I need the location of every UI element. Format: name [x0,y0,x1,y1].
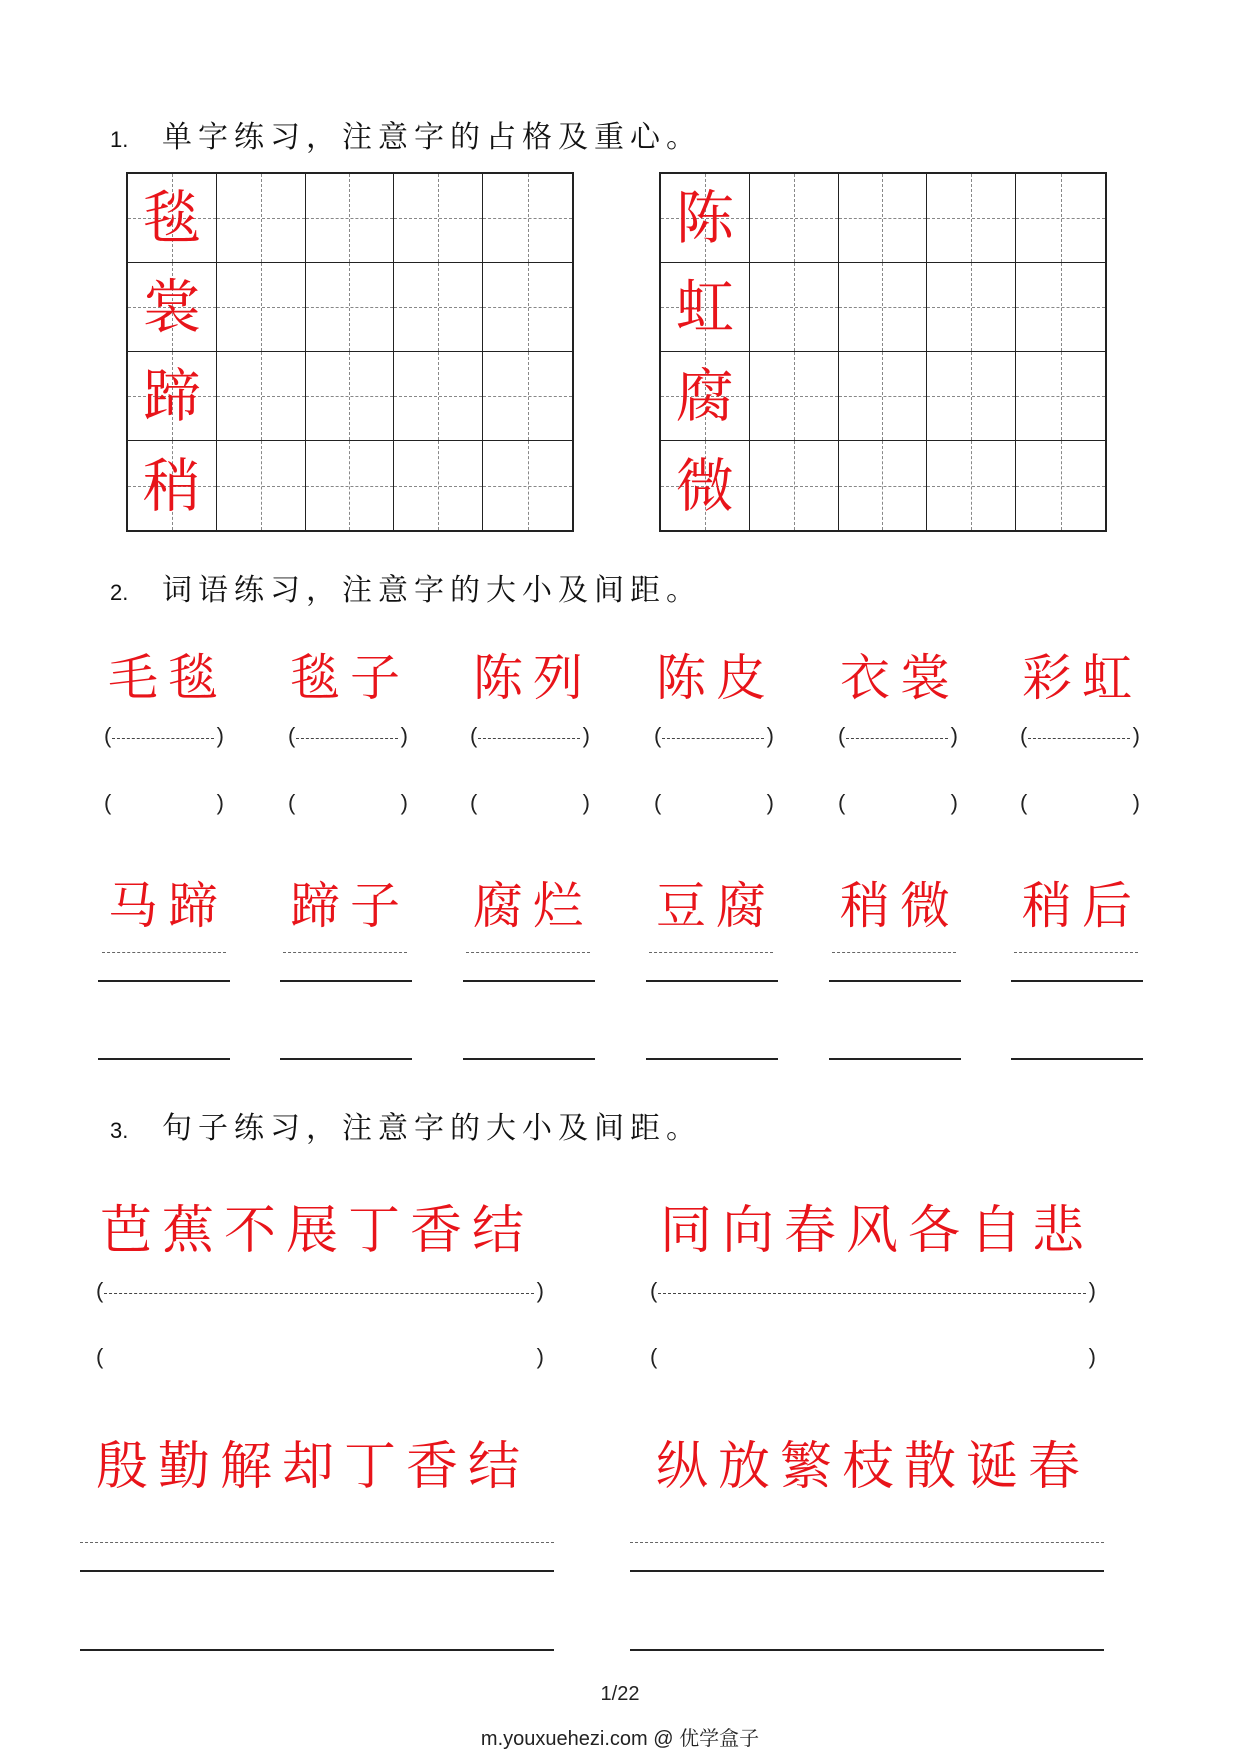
writing-line[interactable] [1011,980,1143,982]
paren-open: ( [104,723,112,748]
grid-cell [483,174,572,263]
grid-cell [839,441,928,530]
dashed-guide [104,1293,534,1294]
writing-blank[interactable] [838,790,958,818]
section2-number: 2. [110,580,129,605]
paren-open: ( [650,1278,658,1303]
section3-title: 句子练习，注意字的大小及间距。 [162,1111,702,1146]
grid-cell [661,263,750,352]
grid-cell [483,352,572,441]
paren-open: ( [1020,790,1028,815]
paren-close: ) [1088,1344,1096,1369]
paren-close: ) [582,723,590,748]
dashed-guide [662,738,764,739]
pinyin-blank[interactable] [96,1278,544,1306]
writing-line[interactable] [646,980,778,982]
writing-blank[interactable] [650,1344,1096,1372]
grid-cell [306,352,395,441]
sentence-item: 芭蕉不展丁香结 [100,1201,535,1261]
pinyin-blank[interactable] [838,723,958,751]
writing-line[interactable] [98,980,230,982]
grid-cell [927,352,1016,441]
grid-cell [394,441,483,530]
dashed-guide [478,738,580,739]
paren-close: ) [950,790,958,815]
word-item: 马蹄 [108,877,228,935]
model-char: 微 [675,451,734,520]
writing-line[interactable] [630,1570,1104,1572]
paren-close: ) [536,1278,544,1303]
writing-line[interactable] [463,980,595,982]
writing-blank[interactable] [1020,790,1140,818]
grid-cell [1016,352,1105,441]
writing-blank[interactable] [104,790,224,818]
paren-open: ( [288,790,296,815]
sentence-item: 同向春风各自悲 [660,1201,1095,1261]
grid-cell [217,352,306,441]
grid-cell [927,174,1016,263]
pinyin-blank[interactable] [654,723,774,751]
source-credit: m.youxuehezi.com @ 优学盒子 [480,1728,760,1750]
model-char: 陈 [675,184,734,252]
section2-heading [110,565,702,609]
paren-close: ) [536,1344,544,1369]
dashed-guide [466,952,590,953]
writing-line[interactable] [280,1058,412,1060]
grid-cell [128,263,217,352]
dashed-guide [846,738,948,739]
sentence-item: 纵放繁枝散诞春 [656,1437,1091,1497]
dashed-guide [1028,738,1130,739]
model-char: 稍 [142,451,201,520]
word-item: 毛毯 [108,649,228,707]
dashed-guide [658,1293,1086,1294]
word-item: 稍微 [840,877,960,935]
paren-close: ) [216,723,224,748]
paren-close: ) [1088,1278,1096,1303]
grid-cell [306,174,395,263]
dashed-guide [832,952,956,953]
paren-close: ) [766,790,774,815]
paren-open: ( [838,723,846,748]
writing-line[interactable] [1011,1058,1143,1060]
pinyin-blank[interactable] [288,723,408,751]
model-char: 虹 [675,273,734,341]
section2-title: 词语练习，注意字的大小及间距。 [162,573,702,608]
grid-cell [750,441,839,530]
paren-open: ( [650,1344,658,1369]
grid-cell [394,352,483,441]
paren-close: ) [1132,723,1140,748]
section3-number: 3. [110,1118,129,1143]
word-item: 陈皮 [656,649,776,707]
paren-open: ( [654,790,662,815]
word-item: 蹄子 [290,877,410,935]
grid-cell [217,174,306,263]
grid-cell [217,263,306,352]
pinyin-blank[interactable] [1020,723,1140,751]
grid-cell [483,441,572,530]
word-item: 豆腐 [656,877,776,935]
grid-cell [927,441,1016,530]
paren-close: ) [216,790,224,815]
word-item: 稍后 [1022,877,1142,935]
grid-cell [483,263,572,352]
paren-open: ( [1020,723,1028,748]
writing-line[interactable] [98,1058,230,1060]
grid-cell [927,263,1016,352]
word-item: 彩虹 [1022,649,1142,707]
writing-line[interactable] [280,980,412,982]
section1-heading [110,112,702,156]
grid-cell [1016,441,1105,530]
paren-open: ( [96,1344,104,1369]
model-char: 裳 [142,273,201,341]
word-item: 衣裳 [840,649,960,707]
writing-line[interactable] [829,980,961,982]
section1-title: 单字练习，注意字的占格及重心。 [162,120,702,155]
tianzige-grid-left [126,172,574,532]
pinyin-blank[interactable] [470,723,590,751]
sentence-item: 殷勤解却丁香结 [96,1437,531,1497]
writing-line[interactable] [829,1058,961,1060]
dashed-guide [283,952,407,953]
writing-blank[interactable] [288,790,408,818]
model-char: 蹄 [142,362,201,430]
writing-blank[interactable] [654,790,774,818]
grid-cell [394,263,483,352]
grid-cell [1016,174,1105,263]
paren-close: ) [400,723,408,748]
word-item: 毯子 [290,649,410,707]
paren-close: ) [766,723,774,748]
grid-cell [661,352,750,441]
writing-line[interactable] [463,1058,595,1060]
dashed-guide [102,952,226,953]
dashed-guide [649,952,773,953]
grid-cell [1016,263,1105,352]
grid-cell [839,174,928,263]
writing-line[interactable] [646,1058,778,1060]
grid-cell [661,174,750,263]
grid-cell [750,263,839,352]
dashed-guide [630,1542,1104,1543]
tianzige-grid-right [659,172,1107,532]
paren-open: ( [470,723,478,748]
word-item: 腐烂 [473,877,593,935]
paren-close: ) [1132,790,1140,815]
grid-cell [128,441,217,530]
paren-open: ( [104,790,112,815]
section1-number: 1. [110,127,129,152]
section3-heading [110,1103,702,1147]
grid-cell [128,352,217,441]
grid-cell [217,441,306,530]
paren-close: ) [950,723,958,748]
word-item: 陈列 [473,649,593,707]
grid-cell [839,263,928,352]
writing-line[interactable] [80,1570,554,1572]
grid-cell [306,441,395,530]
model-char: 毯 [142,184,201,252]
writing-line[interactable] [80,1649,554,1651]
page-number: 1/22 [600,1683,640,1705]
grid-cell [128,174,217,263]
writing-line[interactable] [630,1649,1104,1651]
paren-open: ( [838,790,846,815]
dashed-guide [1014,952,1138,953]
grid-cell [750,174,839,263]
paren-open: ( [288,723,296,748]
dashed-guide [296,738,398,739]
grid-cell [394,174,483,263]
paren-open: ( [96,1278,104,1303]
writing-blank[interactable] [470,790,590,818]
pinyin-blank[interactable] [104,723,224,751]
grid-cell [661,441,750,530]
dashed-guide [80,1542,554,1543]
paren-open: ( [470,790,478,815]
paren-close: ) [582,790,590,815]
model-char: 腐 [675,362,734,430]
paren-close: ) [400,790,408,815]
pinyin-blank[interactable] [650,1278,1096,1306]
grid-cell [750,352,839,441]
dashed-guide [112,738,214,739]
writing-blank[interactable] [96,1344,544,1372]
grid-cell [839,352,928,441]
grid-cell [306,263,395,352]
paren-open: ( [654,723,662,748]
